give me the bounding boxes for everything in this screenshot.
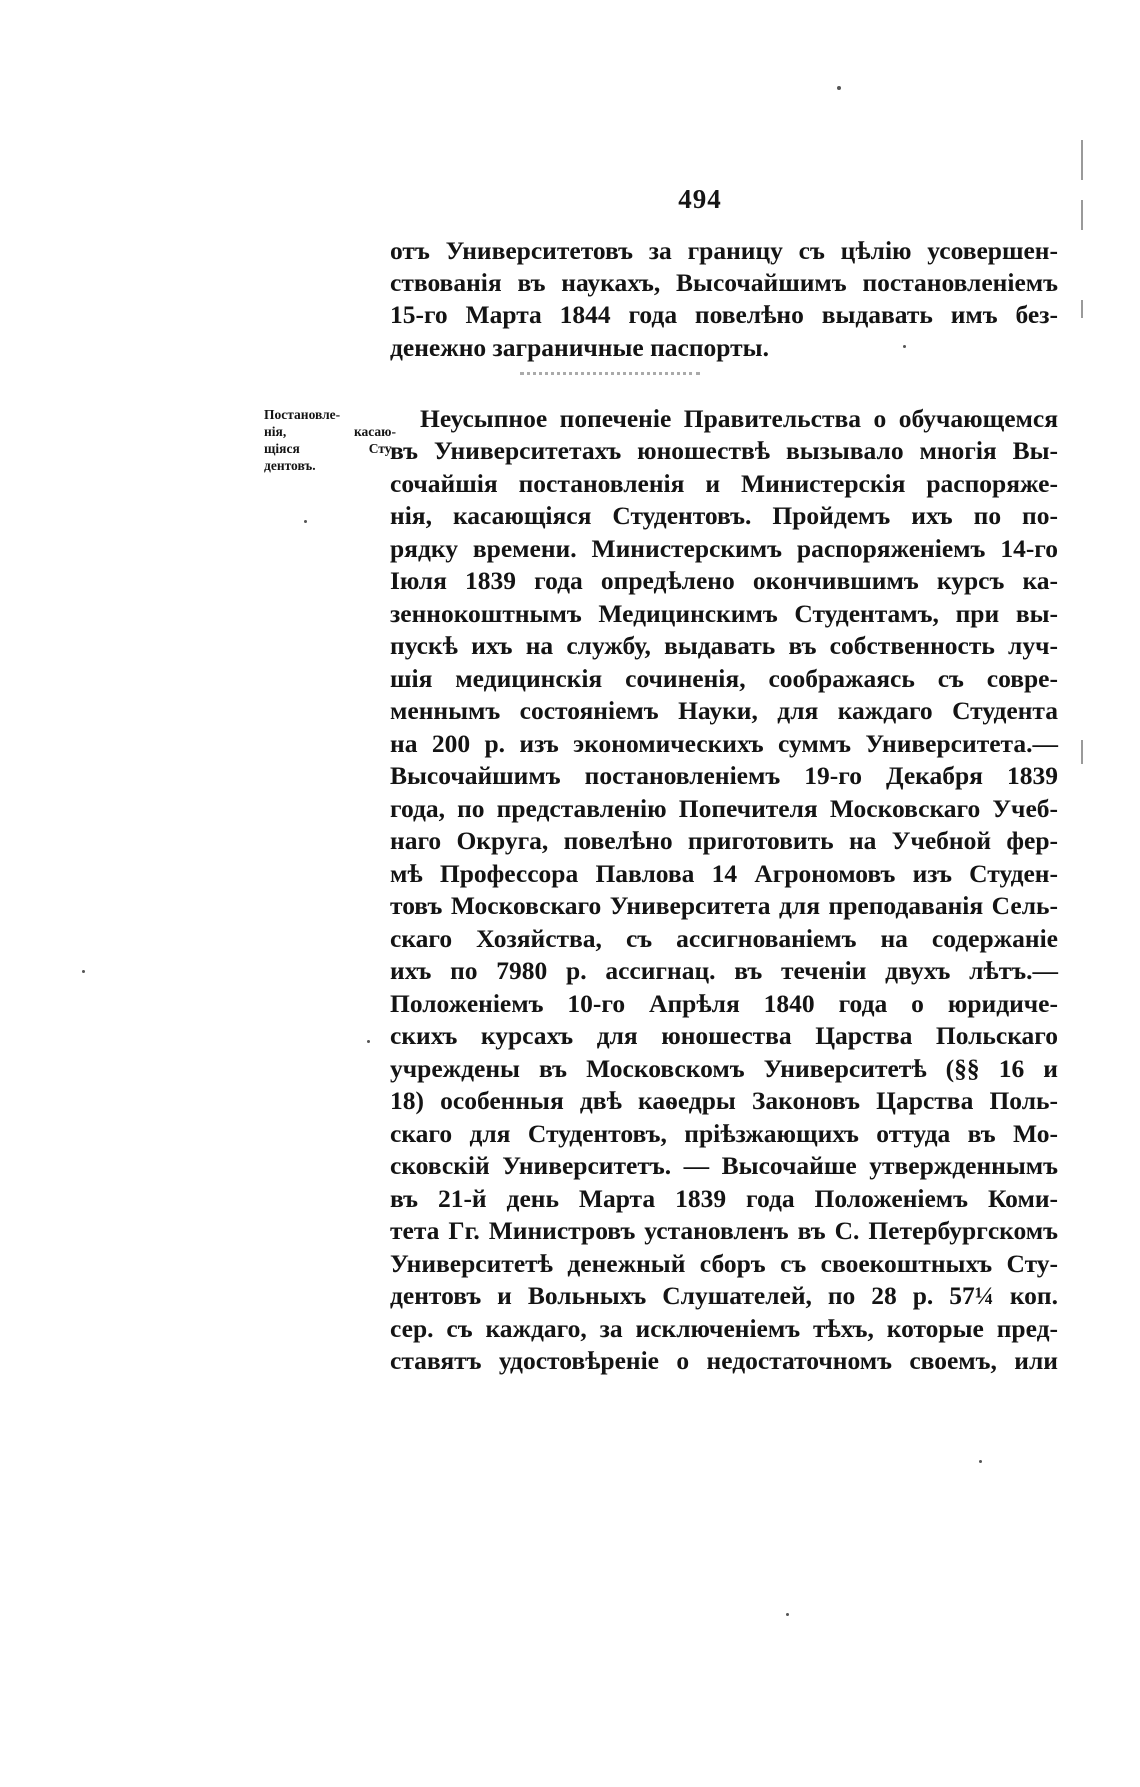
text-line: рядку времени. Министерскимъ распоряженіемъ 14-го	[390, 534, 1058, 563]
text-line: нія, касающіяся Студентовъ. Пройдемъ ихъ по по-	[390, 501, 1058, 530]
text-line: года, по представленію Попечителя Московскаго Учеб-	[390, 794, 1058, 823]
scan-edge-mark	[1081, 140, 1083, 180]
scan-speck	[979, 1460, 982, 1463]
text-line: на 200 р. изъ экономическихъ суммъ Университета.—	[390, 729, 1058, 758]
text-line: сковскій Университетъ. — Высочайше утвержденнымъ	[390, 1151, 1058, 1180]
text-line: денежно заграничные паспорты.	[390, 333, 769, 362]
text-line: скаго для Студентовъ, пріѣзжающихъ оттуда въ Мо-	[390, 1119, 1058, 1148]
text-line: наго Округа, повелѣно приготовить на Учебной фер-	[390, 826, 1058, 855]
text-line: шія медицинскія сочиненія, соображаясь съ совре-	[390, 664, 1058, 693]
scan-speck	[367, 1040, 370, 1043]
text-line: тета Гг. Министровъ установленъ въ С. Петербургскомъ	[390, 1216, 1058, 1245]
text-line: Высочайшимъ постановленіемъ 19-го Декабря 1839	[390, 761, 1058, 790]
scan-edge-mark	[1081, 200, 1083, 230]
margin-note-line: дентовъ.	[264, 458, 316, 473]
scan-speck	[786, 1613, 789, 1616]
text-line: дентовъ и Вольныхъ Слушателей, по 28 р. 57¼ коп.	[390, 1281, 1058, 1310]
scan-edge-mark	[1081, 740, 1083, 764]
scan-speck	[837, 86, 841, 90]
margin-note	[264, 406, 396, 474]
text-line: сочайшія постановленія и Министерскія распоряже-	[390, 469, 1058, 498]
text-line: ствованія въ наукахъ, Высочайшимъ постановленіемъ	[390, 268, 1058, 297]
scan-speck	[903, 345, 906, 348]
text-line: мѣ Профессора Павлова 14 Агрономовъ изъ Студен-	[390, 859, 1058, 888]
text-line: учреждены въ Московскомъ Университетѣ (§§ 16 и	[390, 1054, 1058, 1083]
scan-speck	[304, 520, 307, 523]
text-line: Іюля 1839 года опредѣлено окончившимъ курсъ ка-	[390, 566, 1058, 595]
text-line: ставятъ удостовѣреніе о недостаточномъ своемъ, или	[390, 1346, 1058, 1375]
text-line: 15-го Марта 1844 года повелѣно выдавать имъ без-	[390, 300, 1058, 329]
text-line: пускѣ ихъ на службу, выдавать въ собственность луч-	[390, 631, 1058, 660]
text-line: Университетѣ денежный сборъ съ своекоштныхъ Сту-	[390, 1249, 1058, 1278]
text-line: ихъ по 7980 р. ассигнац. въ теченіи двухъ лѣтъ.—	[390, 956, 1058, 985]
text-line: Неусыпное попеченіе Правительства о обучающемся	[420, 404, 1058, 433]
text-line: въ 21-й день Марта 1839 года Положеніемъ Коми-	[390, 1184, 1058, 1213]
text-line: меннымъ состояніемъ Науки, для каждаго Студента	[390, 696, 1058, 725]
margin-note-line: Постановле-	[264, 407, 341, 422]
text-line: сер. съ каждаго, за исключеніемъ тѣхъ, которые пред-	[390, 1314, 1058, 1343]
text-line: Положеніемъ 10-го Апрѣля 1840 года о юридиче-	[390, 989, 1058, 1018]
text-line: товъ Московскаго Университета для преподаванія Сель-	[390, 891, 1058, 920]
scan-edge-mark	[1081, 300, 1083, 318]
margin-note-line: щіяся Сту-	[264, 441, 396, 456]
text-line: скихъ курсахъ для юношества Царства Польскаго	[390, 1021, 1058, 1050]
margin-note-line: нія, касаю-	[264, 424, 396, 439]
text-line: въ Университетахъ юношествѣ вызывало многія Вы-	[390, 436, 1058, 465]
text-line: зеннокоштнымъ Медицинскимъ Студентамъ, при вы-	[390, 599, 1058, 628]
text-line: скаго Хозяйства, съ ассигнованіемъ на содержаніе	[390, 924, 1058, 953]
separator-dots	[520, 372, 700, 379]
text-line: 18) особенныя двѣ каѳедры Законовъ Царства Поль-	[390, 1086, 1058, 1115]
page-number: 494	[678, 184, 722, 214]
scan-speck	[82, 970, 85, 973]
text-line: отъ Университетовъ за границу съ цѣлію усовершен-	[390, 236, 1058, 265]
